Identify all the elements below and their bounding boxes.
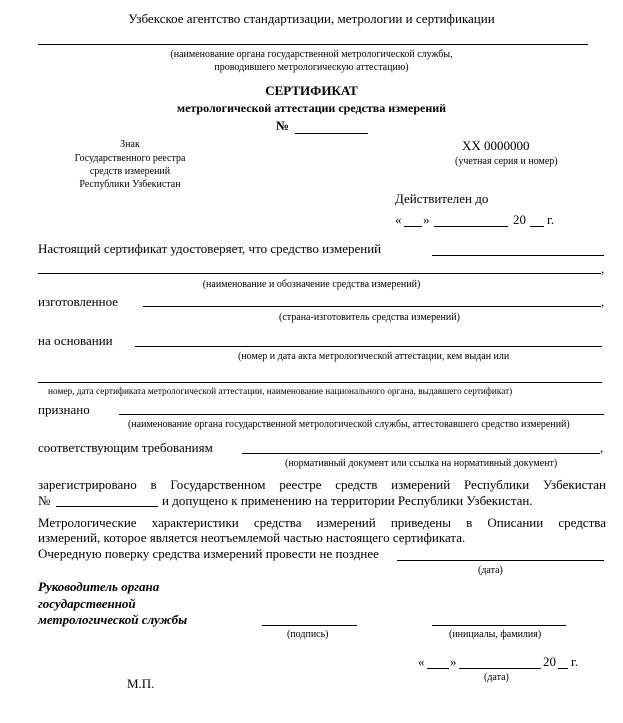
recognized-caption: (наименование органа государственной метрологической службы, аттестовавшего средство измерений)	[128, 419, 570, 430]
validity-quote-open: «	[395, 212, 402, 227]
head-title-1: Руководитель органа	[38, 579, 160, 594]
instrument-caption: (наименование и обозначение средства измерений)	[202, 279, 421, 290]
validity-quote-close: »	[423, 212, 430, 227]
metrology-text-2: измерений, которое является неотъемлемой частью настоящего сертификата.	[38, 530, 466, 545]
based-on-label: на основании	[38, 333, 113, 348]
sign-date-month-line	[459, 668, 541, 669]
requirements-comma: ,	[600, 440, 604, 455]
sign-date-year-suffix: г.	[571, 654, 579, 669]
country-comma: ,	[601, 294, 605, 309]
country-caption: (страна-изготовитель средства измерений)	[279, 312, 460, 323]
signature-caption: (подпись)	[287, 629, 329, 640]
certificate-number-sign: №	[276, 118, 290, 133]
validity-year-prefix: 20	[513, 212, 526, 227]
certificate-title: СЕРТИФИКАТ	[265, 83, 358, 98]
serial-number: XX 0000000	[462, 138, 530, 153]
registry-number-sign: №	[38, 493, 51, 508]
registry-mark-line2: Государственного реестра	[74, 153, 186, 164]
recognized-line	[119, 414, 604, 415]
instrument-line-1	[432, 255, 604, 256]
name-caption: (инициалы, фамилия)	[449, 629, 542, 640]
requirements-line	[242, 453, 600, 454]
basis-caption-1: (номер и дата акта метрологической аттестации, кем выдан или	[238, 351, 510, 362]
certifies-text: Настоящий сертификат удостоверяет, что средство измерений	[38, 241, 382, 256]
registry-number-line	[56, 506, 158, 507]
org-line	[38, 44, 588, 45]
manufactured-label: изготовленное	[38, 294, 119, 309]
validity-year-suffix: г.	[547, 212, 555, 227]
registered-text-2: и допущено к применению на территории Республики Узбекистан.	[162, 493, 533, 508]
stamp-placeholder: М.П.	[127, 676, 155, 691]
basis-caption-2: номер, дата сертификата метрологической аттестации, наименование национального органа, выдавшего сертификат)	[48, 387, 513, 397]
basis-line-2	[38, 382, 602, 383]
instrument-line-2	[38, 273, 601, 274]
metrology-text-1: Метрологические характеристики средства измерений приведены в Описании средства	[38, 515, 606, 530]
registered-text-1: зарегистрировано в Государственном реестре средств измерений Республики Узбекистан	[38, 477, 606, 492]
sign-date-year-line	[558, 668, 568, 669]
next-check-date-caption: (дата)	[478, 565, 503, 576]
sign-date-caption: (дата)	[484, 672, 509, 683]
serial-caption: (учетная серия и номер)	[455, 156, 558, 167]
sign-date-quote-close: »	[450, 654, 457, 669]
agency-title: Узбекское агентство стандартизации, метрологии и сертификации	[128, 11, 495, 26]
recognized-label: признано	[38, 402, 90, 417]
requirements-label: соответствующим требованиям	[38, 440, 213, 455]
sign-date-quote-open: «	[418, 654, 425, 669]
signature-line	[262, 625, 357, 626]
registry-mark-line1: Знак	[120, 139, 140, 150]
sign-date-day-line	[427, 668, 449, 669]
validity-day-line	[404, 226, 422, 227]
validity-year-line	[530, 226, 544, 227]
next-check-date-line	[397, 560, 604, 561]
org-caption-2: проводившего метрологическую аттестацию)	[214, 62, 409, 73]
validity-label: Действителен до	[395, 191, 489, 206]
validity-month-line	[434, 226, 508, 227]
head-title-2: государственной	[38, 596, 136, 611]
country-line	[143, 306, 601, 307]
next-check-text: Очередную поверку средства измерений провести не позднее	[38, 546, 379, 561]
name-line	[432, 625, 566, 626]
registry-mark-line4: Республики Узбекистан	[79, 179, 181, 190]
instrument-comma: ,	[601, 261, 605, 276]
certificate-number-line	[295, 133, 368, 134]
certificate-subtitle: метрологической аттестации средства измерений	[176, 101, 447, 115]
registry-mark-line3: средств измерений	[89, 166, 171, 177]
sign-date-year-prefix: 20	[543, 654, 556, 669]
head-title-3: метрологической службы	[38, 612, 188, 627]
org-caption-1: (наименование органа государственной метрологической службы,	[170, 49, 453, 60]
requirements-caption: (нормативный документ или ссылка на нормативный документ)	[285, 458, 558, 469]
basis-line-1	[135, 346, 602, 347]
